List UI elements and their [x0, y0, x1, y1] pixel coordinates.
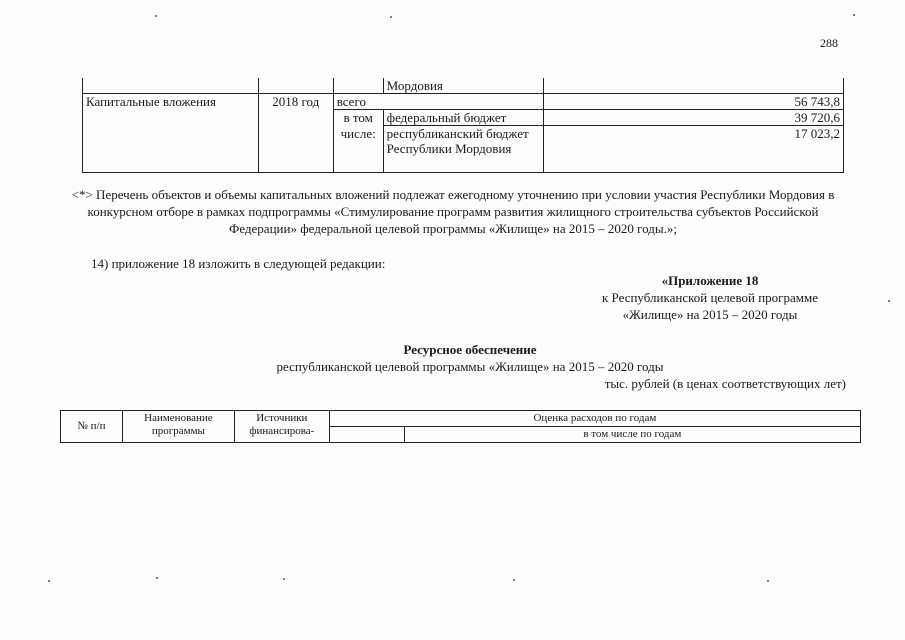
appendix-heading: [560, 272, 860, 323]
capital-investments-table: [82, 78, 844, 173]
scan-speck: [390, 16, 392, 18]
table-cell: в том: [333, 110, 383, 126]
footnote: <*> Перечень объектов и объемы капитальных вложений подлежат ежегодному уточнению при условии участия Республики Мордовия в конкурсном отборе в рамках подпрограммы «Стимулирование программ развития жилищного строительства субъектов Российской Федерации» федеральной целевой программы «Жилище» на 2015 – 2020 годы.»;: [71, 187, 835, 236]
table-cell: всего: [333, 94, 543, 110]
scan-speck: [853, 14, 855, 16]
table-cell: числе:: [333, 126, 383, 173]
resource-table: [60, 410, 861, 443]
table-cell: федеральный бюджет: [383, 110, 543, 126]
resource-title: Ресурсное обеспечение: [403, 342, 537, 357]
resource-heading: [150, 341, 790, 375]
table-cell: республиканский бюджет Республики Мордовия: [383, 126, 543, 173]
table-header: Оценка расходов по годам: [329, 411, 860, 427]
table-header: в том числе по годам: [404, 427, 860, 443]
table-cell: Капитальные вложения: [83, 94, 259, 173]
resource-subtitle: республиканской целевой программы «Жилище» на 2015 – 2020 годы: [276, 359, 664, 374]
appendix-line: «Жилище» на 2015 – 2020 годы: [622, 307, 798, 322]
appendix-line: к Республиканской целевой программе: [601, 290, 818, 305]
appendix-title: «Приложение 18: [661, 273, 759, 288]
table-header-row: [61, 411, 861, 427]
table-cell: 17 023,2: [543, 126, 843, 173]
scan-speck: [155, 15, 157, 17]
page-number: 288: [820, 36, 838, 50]
scan-speck: [48, 580, 50, 582]
paragraph: 14) приложение 18 изложить в следующей редакции:: [91, 256, 386, 271]
table-row: [83, 78, 844, 94]
table-header: Наименование программы: [122, 411, 234, 443]
scan-speck: [767, 580, 769, 582]
table-row: [83, 94, 844, 110]
table-header: № п/п: [61, 411, 123, 443]
scan-speck: [513, 579, 515, 581]
table-cell: 2018 год: [258, 94, 333, 173]
table-cell: 56 743,8: [543, 94, 843, 110]
table-cell: 39 720,6: [543, 110, 843, 126]
units-note: тыс. рублей (в ценах соответствующих лет): [604, 376, 846, 391]
scan-speck: [156, 577, 158, 579]
scan-speck: [888, 300, 890, 302]
table-cell: Мордовия: [383, 78, 543, 94]
table-header: Источники финансирова-: [234, 411, 329, 443]
scan-speck: [283, 578, 285, 580]
